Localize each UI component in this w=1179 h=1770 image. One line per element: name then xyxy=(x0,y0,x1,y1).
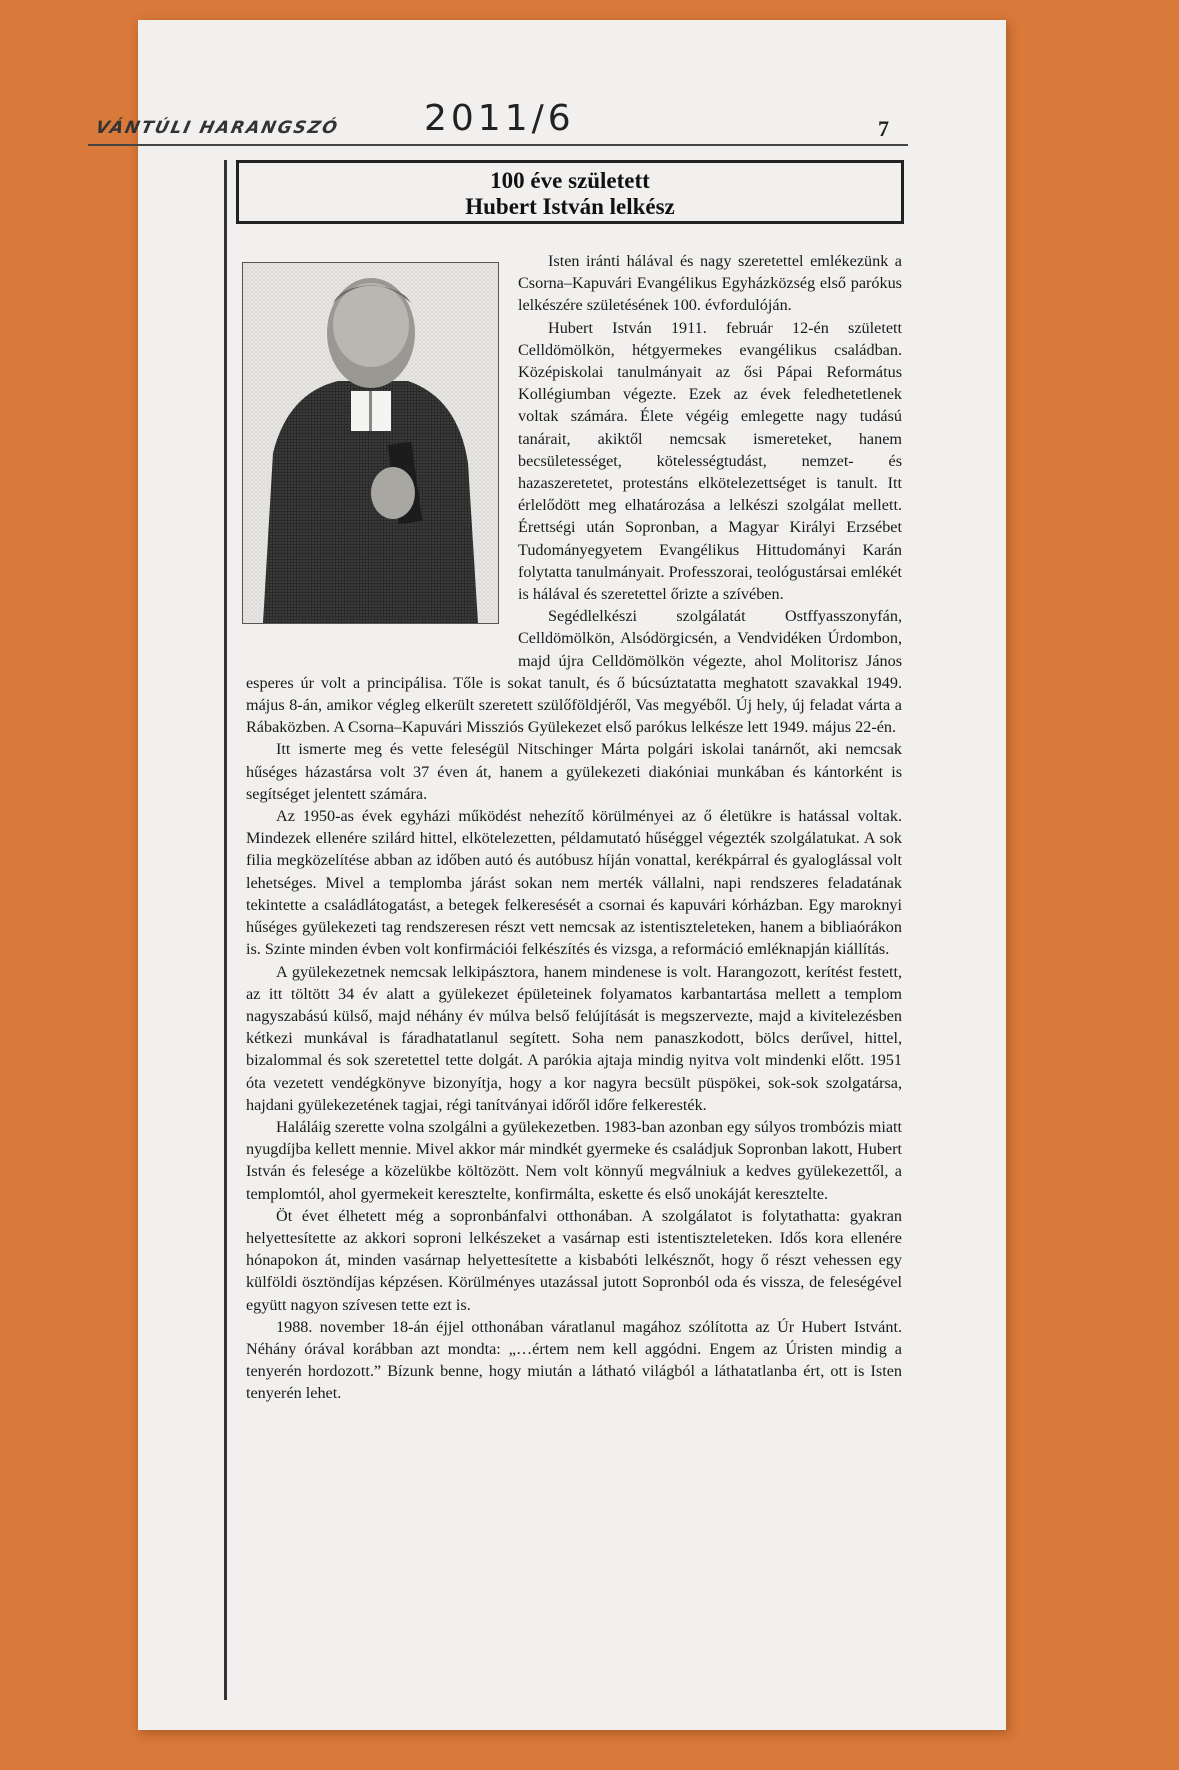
headline-line-2: Hubert István lelkész xyxy=(465,194,675,219)
article-paragraph-5: Az 1950-as évek egyházi működést nehezítő körülményei az ő életükre is hatással voltak. Mindezek ellenére szilárd hittel, elkötelezetten, példamutató hűséggel végezték szolgálatukat. A sok filia megközelítése abban az időben autó és autóbusz híján vonattal, kerékpárral és gyaloglással volt lehetséges. Mivel a templomba járást sokan nem merték vállalni, napi rendszeres feladatának tekintette a családlátogatást, a betegek felkeresését a csornai és kapuvári kórházban. Egy maroknyi hűséges gyülekezeti tag rendszeresen részt vett nemcsak az istentiszteleteken, hanem a bibliaórákon is. Szinte minden évben volt konfirmációi felkészítés és vizsga, a reformáció emléknapján kiállítás. xyxy=(246,807,902,959)
article-paragraph-3: Segédlelkészi szolgálatát Ostffyasszonyfán, Celldömölkön, Alsódörgicsén, a Vendvidéken Úrdombon, majd újra Celldömölkön végezte, ahol Molitorisz János esperes úr volt a principálisa. Tőle is sokat tanult, és ő búcsúztatatta meghatott szavakkal 1949. május 8-án, amikor végleg elkerült szeretett szülőföldjéről, Vas megyéből. Új hely, új feladat várta a Rábaközben. A Csorna–Kapuvári Missziós Gyülekezet első parókus lelkésze lett 1949. május 22-én. xyxy=(246,607,902,737)
headline-box xyxy=(236,160,904,224)
article-paragraph-8: Öt évet élhetett még a sopronbánfalvi otthonában. A szolgálatot is folytathatta: gyakran helyettesítette az akkori soproni lelkészeket a vasárnap esti istentiszteleteken. Idős kora ellenére hónapokon át, minden vasárnap helyettesítette a kisbabóti lelkésznőt, hogy ő részt vehessen egy külföldi ösztöndíjas képzésen. Körülményes utazással jutott Sopronból oda és vissza, de feleségével együtt nagyon szívesen tette ezt is. xyxy=(246,1206,902,1314)
article-paragraph-2: Hubert István 1911. február 12-én született Celldömölkön, hétgyermekes evangélikus családban. Középiskolai tanulmányait az ősi Pápai Református Kollégiumban végezte. Ezek az évek feledhetetlenek voltak számára. Élete végéig emlegette nagy tudású tanárait, akiktől nemcsak ismereteket, hanem becsületességet, kötelességtudást, nemzet- és hazaszeretetet, protestáns elkötelezettséget is tanult. Itt érlelődött meg elhatározása a lelkészi szolgálat mellett. Érettségi után Sopronban, a Magyar Királyi Erzsébet Tudományegyetem Evangélikus Hittudományi Karán folytatta tanulmányait. Professzorai, teológustársai emlékét is hálával és szeretettel őrizte a szívében. xyxy=(518,318,902,604)
masthead-title: VÁNTÚLI HARANGSZÓ xyxy=(93,118,341,138)
article-paragraph-7: Haláláig szerette volna szolgálni a gyülekezetben. 1983-ban azonban egy súlyos trombózis miatt nyugdíjba kellett mennie. Mivel akkor már mindkét gyermeke és családjuk Sopronban lakott, Hubert István és felesége a közelükbe költözött. Nem volt könnyű megválniuk a kedves gyülekezettől, a templomtól, ahol gyermekeit keresztelte, konfirmálta, eskette és első unokáját keresztelte. xyxy=(246,1117,902,1203)
headline-line-1: 100 éve született xyxy=(490,168,650,193)
handwritten-issue-note: 2011/6 xyxy=(424,98,575,139)
article-side-rule xyxy=(224,160,227,1700)
article-body xyxy=(246,250,902,1405)
article-paragraph-1: Isten iránti hálával és nagy szeretettel emlékezünk a Csorna–Kapuvári Evangélikus Egyházközség első parókus lelkészére születésének 100. évfordulóján. xyxy=(518,252,902,315)
article-paragraph-4: Itt ismerte meg és vette feleségül Nitschinger Márta polgári iskolai tanárnőt, aki nemcsak hűséges házastársa volt 37 éven át, hanem a gyülekezeti diakóniai munkában és kántorként is segítséget jelentett számára. xyxy=(246,740,902,803)
photo-wrap-spacer xyxy=(246,250,518,652)
article-paragraph-6: A gyülekezetnek nemcsak lelkipásztora, hanem mindenese is volt. Harangozott, kerítést festett, az itt töltött 34 év alatt a gyülekezet épületeinek folyamatos karbantartása mellett a templom nagyszabású külső, majd néhány év múlva belső felújítását is megszervezte, majd a kivitelezésben kétkezi munkával is fáradhatatlanul segített. Soha nem panaszkodott, bölcs derűvel, hittel, bizalommal és sok szeretettel tette dolgát. A parókia ajtaja mindig nyitva volt mindenki előtt. 1951 óta vezetett vendégkönyve bizonyítja, hogy a kor nagyra becsült püspökei, sok-sok szolgatársa, hajdani gyülekezetének tagjai, régi tanítványai időről időre felkeresték. xyxy=(246,962,902,1114)
article-paragraph-9: 1988. november 18-án éjjel otthonában váratlanul magához szólította az Úr Hubert Istvánt. Néhány órával korábban azt mondta: „…értem nem kell aggódni. Engem az Úristen mindig a tenyerén hordozott.” Bízunk benne, hogy miután a látható világból a láthatatlanba ért, ott is Isten tenyerén lehet. xyxy=(246,1317,902,1403)
page-number: 7 xyxy=(878,116,889,141)
masthead-rule xyxy=(88,144,908,146)
